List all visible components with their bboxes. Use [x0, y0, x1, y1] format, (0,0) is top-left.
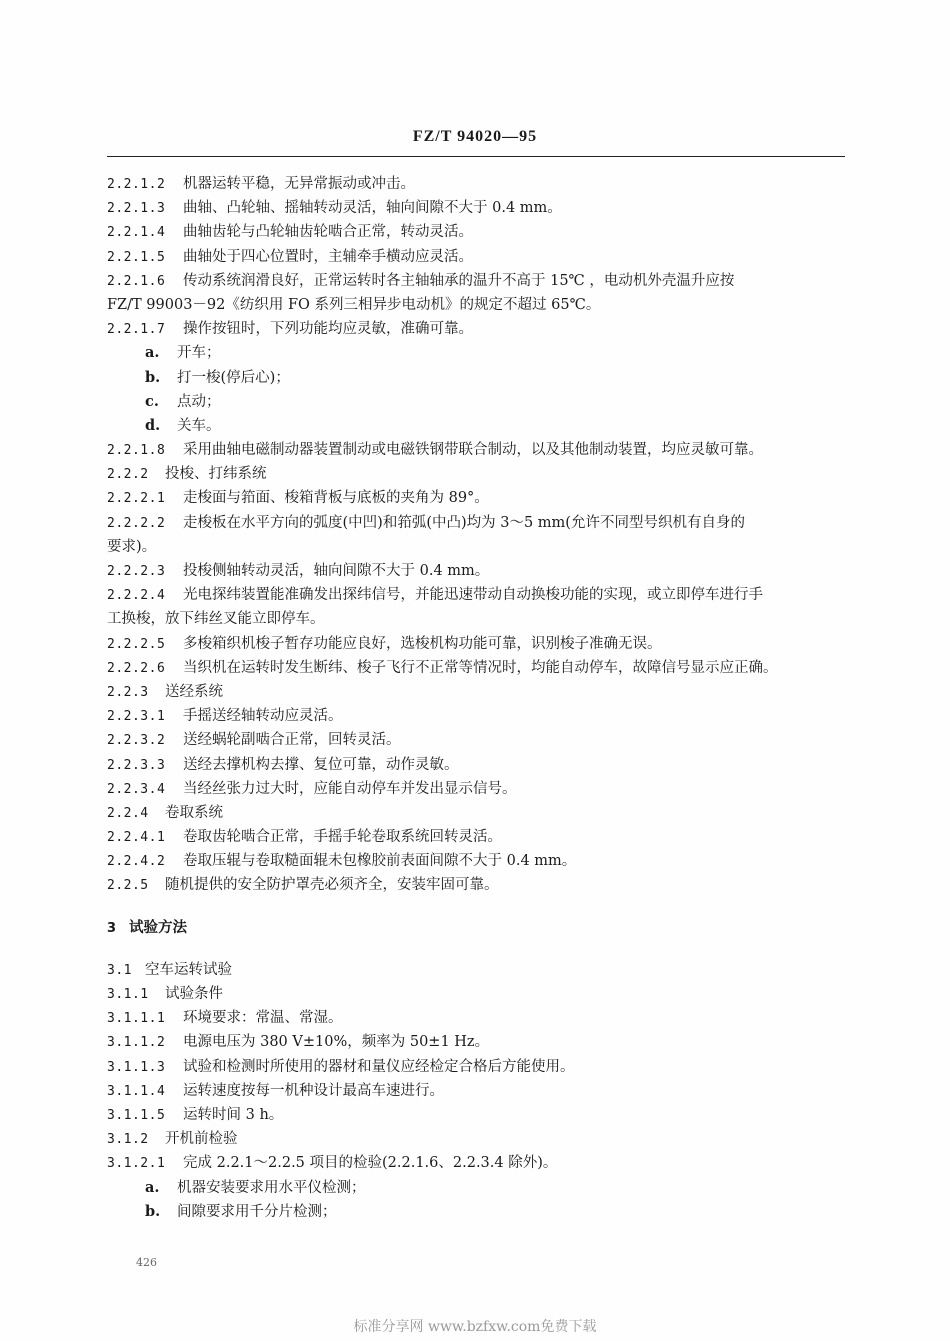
- list-letter: c.: [145, 392, 159, 410]
- clause-line: [107, 801, 847, 825]
- clause-number: 3.1.1.1: [107, 1011, 166, 1027]
- clause-line: [107, 462, 847, 486]
- clause-line: [107, 511, 847, 535]
- clause-text: 卷取压辊与卷取糙面辊未包橡胶前表面间隙不大于 0.4 mm。: [183, 853, 577, 870]
- clause-line: [107, 269, 847, 293]
- clause-text: 曲轴齿轮与凸轮轴齿轮啮合正常，转动灵活。: [183, 224, 473, 241]
- clause-line: [107, 220, 847, 244]
- clause-line: [107, 1030, 847, 1054]
- clause-text: 采用曲轴电磁制动器装置制动或电磁铁钢带联合制动，以及其他制动装置，均应灵敏可靠。: [183, 442, 763, 459]
- list-letter: b.: [145, 1202, 161, 1220]
- clause-line: [107, 873, 847, 897]
- clause-number: 2.2.3: [107, 684, 149, 700]
- clause-number: 2.2.4.2: [107, 854, 166, 870]
- clause-text: 空车运转试验: [145, 961, 232, 978]
- clause-text: 点动；: [177, 393, 221, 410]
- clause-text: 投梭、打纬系统: [165, 466, 267, 483]
- clause-line: [107, 535, 847, 559]
- clause-number: 3.1.2.1: [107, 1156, 166, 1172]
- clause-number: 2.2.2.4: [107, 588, 166, 604]
- clause-text: 机器运转平稳，无异常振动或冲击。: [183, 176, 415, 192]
- clause-number: 2.2.1.3: [107, 201, 166, 217]
- clause-text: 手摇送经轴转动应灵活。: [183, 708, 343, 725]
- section-gap: [107, 898, 847, 916]
- clause-text: 送经蜗轮副啮合正常，回转灵活。: [183, 732, 401, 749]
- clause-line: [107, 486, 847, 510]
- clause-text: 要求)。: [107, 538, 157, 555]
- clause-line: [107, 656, 847, 680]
- clause-number: 2.2.3.3: [107, 757, 166, 773]
- clause-number: 2.2.4: [107, 805, 149, 821]
- clause-number: 3.1: [107, 962, 132, 978]
- clause-number: 2.2.2.3: [107, 564, 166, 579]
- clause-text: 送经系统: [165, 683, 223, 700]
- list-letter: d.: [145, 416, 161, 434]
- clause-line: [107, 680, 847, 704]
- clause-line: [107, 438, 847, 462]
- clause-number: 2.2.5: [107, 878, 149, 894]
- clause-line: [107, 583, 847, 607]
- clause-line: [107, 825, 847, 849]
- page-number: 426: [136, 1256, 157, 1269]
- clause-number: 2.2.1.7: [107, 322, 166, 338]
- clause-line: [107, 1151, 847, 1175]
- clause-number: 2.2.2.6: [107, 660, 166, 676]
- clause-text: 运转速度按每一机种设计最高车速进行。: [183, 1082, 444, 1099]
- list-item: [107, 1176, 847, 1200]
- list-item: [107, 1200, 847, 1224]
- clause-line: [107, 958, 847, 982]
- clause-text: 环境要求：常温、常湿。: [183, 1010, 343, 1027]
- clause-line: [107, 728, 847, 752]
- clause-number: 2.2.3.2: [107, 733, 166, 749]
- clause-text: 试验方法: [129, 919, 187, 936]
- clause-text: 试验条件: [165, 986, 223, 1002]
- clause-line: [107, 245, 847, 269]
- clause-line: [107, 1055, 847, 1079]
- clause-line: [107, 1006, 847, 1030]
- clause-number: 3.1.1: [107, 987, 149, 1002]
- clause-number: 3.1.1.2: [107, 1035, 166, 1051]
- section-heading: [107, 916, 847, 940]
- clause-text: 卷取齿轮啮合正常，手摇手轮卷取系统回转灵活。: [183, 829, 502, 846]
- document-body: [107, 172, 847, 1224]
- clause-number: 3.1.2: [107, 1132, 149, 1148]
- clause-text: 试验和检测时所使用的器材和量仪应经检定合格后方能使用。: [183, 1058, 575, 1075]
- clause-number: 3.1.1.4: [107, 1083, 166, 1099]
- clause-text: 送经去撑机构去撑、复位可靠，动作灵敏。: [183, 756, 459, 773]
- clause-line: [107, 172, 847, 196]
- clause-text: 机器安装要求用水平仪检测；: [177, 1179, 366, 1196]
- clause-line: [107, 607, 847, 631]
- clause-text: 操作按钮时，下列功能均应灵敏，准确可靠。: [183, 321, 473, 338]
- section-gap: [107, 940, 847, 958]
- list-letter: a.: [145, 1178, 160, 1196]
- clause-number: 2.2.2.2: [107, 515, 166, 531]
- clause-number: 3.1.1.3: [107, 1059, 166, 1075]
- clause-text: FZ/T 99003－92《纺织用 FO 系列三相异步电动机》的规定不超过 65℃。: [107, 296, 601, 313]
- clause-number: 2.2.1.2: [107, 177, 166, 192]
- list-item: [107, 366, 847, 390]
- clause-text: 曲轴、凸轮轴、摇轴转动灵活，轴向间隙不大于 0.4 mm。: [183, 200, 562, 217]
- clause-text: 投梭侧轴转动灵活，轴向间隙不大于 0.4 mm。: [183, 563, 490, 579]
- clause-text: 间隙要求用千分片检测；: [177, 1203, 337, 1220]
- clause-line: [107, 632, 847, 656]
- clause-number: 2.2.1.8: [107, 443, 166, 459]
- clause-number: 2.2.2.1: [107, 491, 166, 507]
- clause-text: 关车。: [177, 417, 221, 434]
- list-letter: b.: [145, 368, 161, 386]
- clause-line: [107, 196, 847, 220]
- clause-number: 2.2.3.1: [107, 709, 166, 725]
- clause-text: 走梭板在水平方向的弧度(中凹)和筘弧(中凸)均为 3～5 mm(允许不同型号织机有自身的: [183, 514, 745, 531]
- clause-text: 运转时间 3 h。: [183, 1106, 284, 1123]
- clause-number: 3.1.1.5: [107, 1107, 166, 1123]
- clause-line: [107, 559, 847, 583]
- list-letter: a.: [145, 344, 160, 362]
- clause-number: 2.2.2.5: [107, 636, 166, 652]
- clause-line: [107, 317, 847, 341]
- clause-line: [107, 1103, 847, 1127]
- clause-text: 走梭面与筘面、梭箱背板与底板的夹角为 89°。: [183, 490, 489, 507]
- clause-text: 多梭箱织机梭子暂存功能应良好，选梭机构功能可靠，识别梭子准确无误。: [183, 635, 662, 652]
- clause-number: 2.2.4.1: [107, 830, 166, 846]
- clause-text: 完成 2.2.1～2.2.5 项目的检验(2.2.1.6、2.2.3.4 除外)。: [183, 1155, 558, 1172]
- clause-text: 当织机在运转时发生断纬、梭子飞行不正常等情况时，均能自动停车，故障信号显示应正确。: [183, 659, 778, 676]
- clause-text: 光电探纬装置能准确发出探纬信号，并能迅速带动自动换梭功能的实现，或立即停车进行手: [183, 587, 763, 604]
- clause-text: 开车；: [177, 345, 221, 362]
- clause-number: 2.2.3.4: [107, 781, 166, 797]
- clause-text: 开机前检验: [165, 1131, 238, 1148]
- clause-text: 打一梭(停后心)；: [177, 369, 290, 386]
- clause-line: [107, 293, 847, 317]
- clause-text: 电源电压为 380 V±10%，频率为 50±1 Hz。: [183, 1034, 490, 1051]
- clause-line: [107, 704, 847, 728]
- clause-number: 2.2.1.5: [107, 249, 166, 265]
- clause-line: [107, 777, 847, 801]
- clause-number: 2.2.2: [107, 467, 149, 483]
- clause-line: [107, 1127, 847, 1151]
- list-item: [107, 341, 847, 365]
- clause-line: [107, 982, 847, 1006]
- list-item: [107, 414, 847, 438]
- clause-text: 曲轴处于四心位置时，主辅牵手横动应灵活。: [183, 248, 473, 265]
- header-rule: [107, 156, 845, 157]
- clause-text: 工换梭，放下纬丝叉能立即停车。: [107, 611, 325, 628]
- watermark-footer: 标准分享网 www.bzfxw.com免费下载: [353, 1319, 597, 1335]
- clause-number: 2.2.1.6: [107, 273, 166, 289]
- clause-text: 传动系统润滑良好，正常运转时各主轴轴承的温升不高于 15℃ ，电动机外壳温升应按: [183, 272, 735, 289]
- clause-number: 2.2.1.4: [107, 225, 166, 241]
- clause-text: 随机提供的安全防护罩壳必须齐全，安装牢固可靠。: [165, 877, 499, 894]
- list-item: [107, 390, 847, 414]
- clause-number: 3: [107, 920, 117, 936]
- clause-line: [107, 753, 847, 777]
- clause-line: [107, 849, 847, 873]
- clause-text: 当经丝张力过大时，应能自动停车并发出显示信号。: [183, 780, 517, 797]
- clause-text: 卷取系统: [165, 804, 223, 821]
- clause-line: [107, 1079, 847, 1103]
- document-code-header: FZ/T 94020—95: [412, 128, 538, 145]
